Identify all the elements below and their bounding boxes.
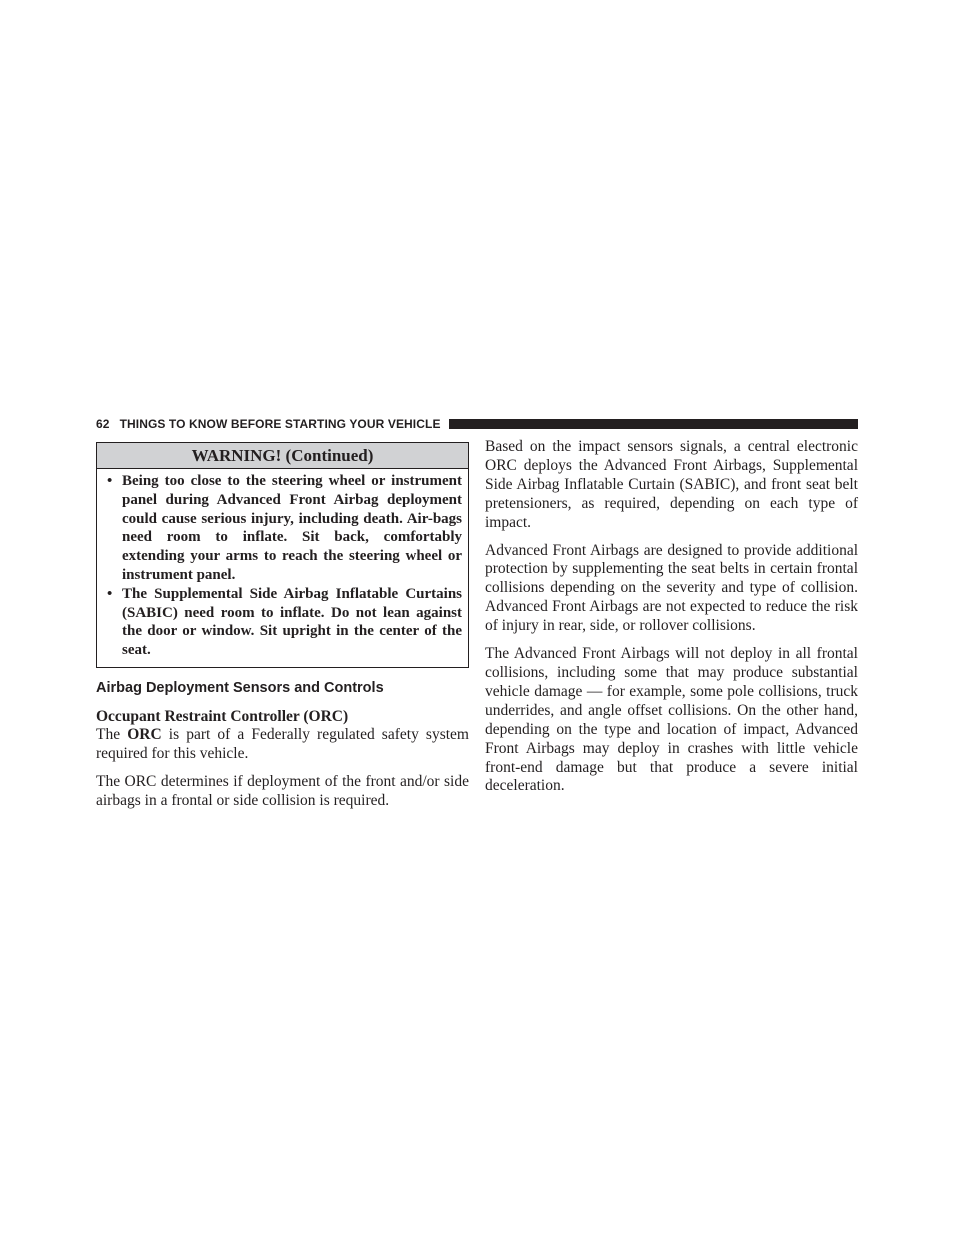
orc-deployment-paragraph: The ORC determines if deployment of the front and/or side airbags in a frontal or side collision is required. xyxy=(96,772,469,809)
subsection-heading: Occupant Restraint Controller (ORC) xyxy=(96,707,349,725)
right-column xyxy=(485,438,858,796)
warning-box xyxy=(96,442,469,668)
page-number: 62 xyxy=(96,417,110,431)
orc-suffix: is part of a Federally regulated safety system required for this vehicle. xyxy=(96,725,469,762)
bullet-icon: • xyxy=(107,585,113,602)
orc-term: ORC xyxy=(127,725,162,743)
impact-sensors-paragraph: Based on the impact sensors signals, a central electronic ORC deploys the Advanced Front Airbags, Supplemental Side Airbag Inflatable Curtain (SABIC), and front seat belt pretensioners, as required, depending on each type of impact. xyxy=(485,438,858,531)
header-text xyxy=(96,417,441,431)
section-heading: Airbag Deployment Sensors and Controls xyxy=(96,679,384,696)
bullet-icon: • xyxy=(107,473,113,489)
header-rule xyxy=(449,419,858,429)
warning-item xyxy=(103,585,462,660)
advanced-airbags-paragraph: Advanced Front Airbags are designed to provide additional protection by supplementing the seat belts in certain frontal collisions depending on the severity and type of collision. Advanced Front Airbags are not expected to reduce the risk of injury in rear, side, or rollover collisions. xyxy=(485,541,858,635)
orc-prefix: The xyxy=(96,725,128,743)
warning-item-text: Being too close to the steering wheel or instrument panel during Advanced Front Airbag deployment could cause serious injury, including death. Air-bags need room to inflate. Sit back, comfortably extending your arms to reach the steering wheel or instrument panel. xyxy=(122,473,462,583)
chapter-title: THINGS TO KNOW BEFORE STARTING YOUR VEHICLE xyxy=(119,417,441,431)
warning-item-text: The Supplemental Side Airbag Inflatable Curtains (SABIC) need room to inflate. Do not lean against the door or window. Sit upright in the center of the seat. xyxy=(122,585,462,659)
warning-list xyxy=(97,469,468,667)
left-column xyxy=(96,442,469,811)
orc-paragraph xyxy=(96,726,469,764)
warning-item xyxy=(103,472,462,585)
warning-title: WARNING! (Continued) xyxy=(97,443,468,469)
non-deploy-paragraph: The Advanced Front Airbags will not deploy in all frontal collisions, including some that may produce substantial vehicle damage — for example, some pole collisions, truck underrides, and angle offset collisions. On the other hand, depending on the type and location of impact, Advanced Front Airbags may deploy in crashes with little vehicle front-end damage but that produce a severe initial deceleration. xyxy=(485,645,858,795)
page-header xyxy=(96,417,858,431)
